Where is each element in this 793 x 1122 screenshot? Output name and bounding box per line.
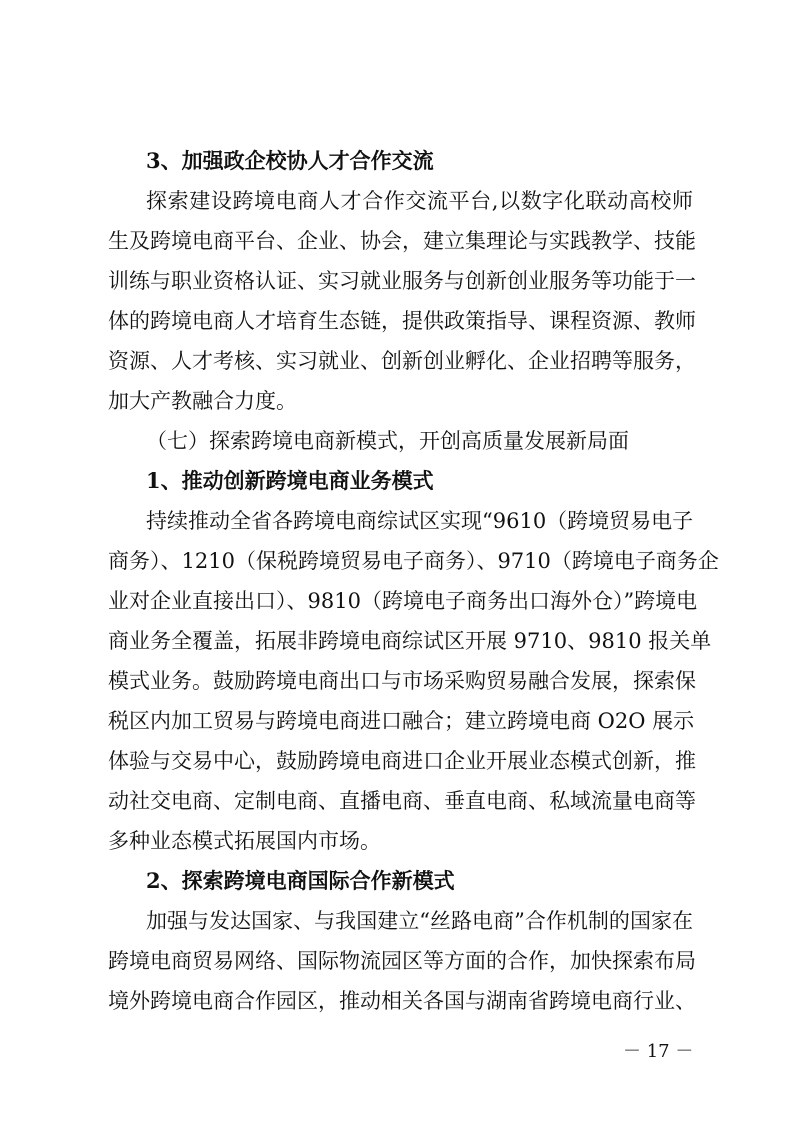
- paragraph-line: 境外跨境电商合作园区，推动相关各国与湖南省跨境电商行业、: [108, 989, 696, 1013]
- paragraph-line: 体验与交易中心，鼓励跨境电商进口企业开展业态模式创新，推: [108, 749, 696, 773]
- paragraph-line: 加大产教融合力度。: [108, 389, 297, 413]
- paragraph-line: 生及跨境电商平台、企业、协会，建立集理论与实践教学、技能: [108, 229, 696, 253]
- paragraph-line: 业对企业直接出口）、9810（跨境电子商务出口海外仓）”跨境电: [108, 589, 698, 613]
- section-heading-7: （七）探索跨境电商新模式，开创高质量发展新局面: [146, 429, 629, 453]
- paragraph-line: 跨境电商贸易网络、国际物流园区等方面的合作，加快探索布局: [108, 949, 696, 973]
- paragraph-line: 加强与发达国家、与我国建立“丝路电商”合作机制的国家在: [146, 909, 693, 933]
- page-number: － 17 －: [623, 1041, 694, 1062]
- paragraph-line: 商务）、1210（保税跨境贸易电子商务）、9710（跨境电子商务企: [108, 549, 719, 573]
- heading-subsection-1: 1、推动创新跨境电商业务模式: [146, 468, 434, 493]
- paragraph-line: 模式业务。鼓励跨境电商出口与市场采购贸易融合发展，探索保: [108, 669, 696, 693]
- paragraph-line: 训练与职业资格认证、实习就业服务与创新创业服务等功能于一: [108, 269, 696, 293]
- paragraph-line: 持续推动全省各跨境电商综试区实现“9610（跨境贸易电子: [146, 509, 694, 533]
- paragraph-line: 探索建设跨境电商人才合作交流平台,以数字化联动高校师: [146, 189, 693, 213]
- heading-subsection-2: 2、探索跨境电商国际合作新模式: [146, 868, 455, 893]
- heading-section-3: 3、加强政企校协人才合作交流: [146, 148, 434, 173]
- paragraph-line: 资源、人才考核、实习就业、创新创业孵化、企业招聘等服务，: [108, 349, 696, 373]
- paragraph-line: 多种业态模式拓展国内市场。: [108, 829, 381, 853]
- paragraph-line: 税区内加工贸易与跨境电商进口融合；建立跨境电商 O2O 展示: [108, 709, 695, 733]
- paragraph-line: 体的跨境电商人才培育生态链，提供政策指导、课程资源、教师: [108, 309, 696, 333]
- paragraph-line: 商业务全覆盖，拓展非跨境电商综试区开展 9710、9810 报关单: [108, 629, 712, 653]
- paragraph-line: 动社交电商、定制电商、直播电商、垂直电商、私域流量电商等: [108, 789, 696, 813]
